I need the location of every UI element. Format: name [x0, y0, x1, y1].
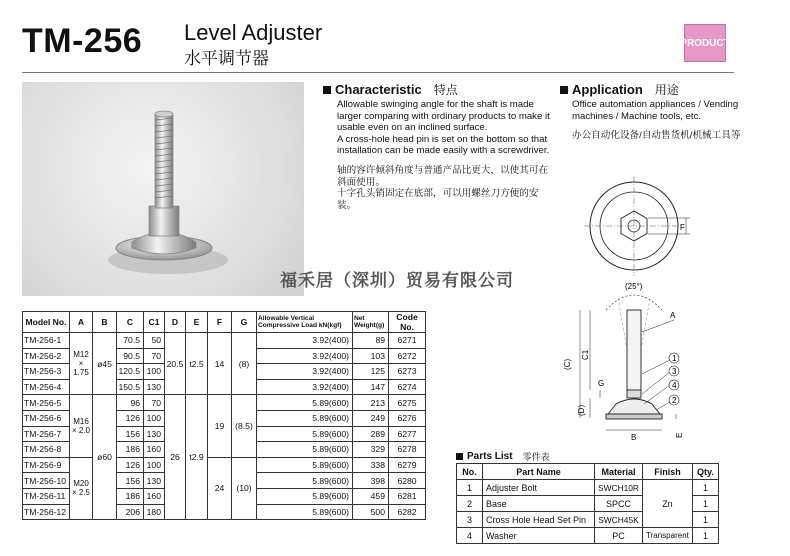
characteristic-text: [337, 99, 552, 211]
application-title-cn: 用途: [654, 83, 679, 97]
table-row: 2 Base SPCC 1: [457, 496, 719, 512]
watermark-text: 福禾居（深圳）贸易有限公司: [280, 271, 514, 291]
technical-drawing: [556, 168, 736, 453]
characteristic-en-2: A cross-hole head pin is set on the bottom so that installation can be made easily with a screwdriver.: [337, 133, 550, 157]
dimension-drawing: [556, 168, 736, 448]
product-title-en: Level Adjuster: [184, 20, 323, 45]
square-bullet-icon: [456, 453, 463, 460]
parts-list-title: Parts List: [467, 451, 513, 462]
table-row: TM-256-4 150.5 130 3.92(400) 147 6274: [23, 379, 426, 395]
characteristic-en-1: Allowable swinging angle for the shaft is made larger comparing with ordinary products to make it usable even on an inclined surface.: [337, 99, 550, 134]
level-adjuster-image: [22, 82, 304, 296]
application-text: [572, 99, 742, 142]
drawing-callout-3: 3: [672, 367, 677, 376]
application-cn: 办公自动化设备/自动售货机/机械工具等: [572, 130, 741, 142]
application-title: Application: [572, 82, 643, 97]
table-row: 4 Washer PC Transparent 1: [457, 528, 719, 544]
drawing-label-d: (D): [577, 404, 586, 416]
parts-table-header: No. Part Name Material Finish Qty.: [457, 464, 719, 480]
table-row: TM-256-11 186 160 5.89(600) 459 6281: [23, 488, 426, 504]
table-row: TM-256-3 120.5 100 3.92(400) 125 6273: [23, 364, 426, 380]
drawing-callout-4: 4: [672, 381, 677, 390]
table-row: TM-256-6 126 100 5.89(600) 249 6276: [23, 410, 426, 426]
table-row: 1 Adjuster Bolt SWCH10R Zn 1: [457, 480, 719, 496]
drawing-angle: (25°): [625, 282, 643, 291]
table-row: TM-256-8 186 160 5.89(600) 329 6278: [23, 442, 426, 458]
parts-list-heading: [456, 450, 550, 463]
product-title-cn: 水平调节器: [184, 49, 269, 68]
product-photo: [22, 82, 304, 296]
drawing-callout-2: 2: [672, 396, 677, 405]
application-heading: [560, 81, 679, 98]
spec-table: [22, 311, 426, 520]
drawing-callout-1: 1: [672, 354, 677, 363]
characteristic-cn-2: 十字孔头销固定在底部，可以用螺丝刀方便的安装。: [337, 188, 539, 211]
drawing-label-b: B: [631, 433, 637, 442]
drawing-label-e: E: [675, 432, 684, 438]
square-bullet-icon: [323, 86, 331, 94]
characteristic-title: Characteristic: [335, 82, 422, 97]
parts-list-title-cn: 零件表: [522, 452, 550, 462]
model-title: TM-256: [22, 22, 143, 60]
table-row: TM-256-5 M16 × 2.0 ø60 96 70 26 t2.9 19 (8.5) 5.89(600) 213 6275: [23, 395, 426, 411]
table-row: TM-256-12 206 180 5.89(600) 500 6282: [23, 504, 426, 520]
application-en: Office automation appliances / Vending machines / Machine tools, etc.: [572, 99, 739, 122]
characteristic-cn-1: 轴的容许倾斜角度与普通产品比更大，以使其可在斜面使用。: [337, 164, 549, 188]
header-divider: [22, 72, 734, 73]
drawing-label-g: G: [598, 379, 605, 388]
table-row: TM-256-9 M20 × 2.5 126 100 24 (10) 5.89(600) 338 6279: [23, 457, 426, 473]
square-bullet-icon: [560, 86, 568, 94]
drawing-label-c: (C): [563, 358, 572, 370]
characteristic-heading: [323, 81, 458, 98]
table-row: TM-256-10 156 130 5.89(600) 398 6280: [23, 473, 426, 489]
drawing-label-a: A: [670, 311, 676, 320]
parts-table: [456, 463, 719, 544]
drawing-label-f: F: [680, 223, 685, 232]
product-badge: PRODUCT: [684, 24, 726, 62]
spec-table-header: Model No. A B C C1 D E F G Allowable Vertical Compressive Load kN(kgf) Net Weight(g) Code No.: [23, 312, 426, 333]
table-row: TM-256-7 156 130 5.89(600) 289 6277: [23, 426, 426, 442]
table-row: TM-256-1 M12 × 1.75 ø45 70.5 50 20.5 t2.5 14 (8) 3.92(400) 89 6271: [23, 333, 426, 349]
characteristic-title-cn: 特点: [433, 83, 458, 97]
table-row: TM-256-2 90.5 70 3.92(400) 103 6272: [23, 348, 426, 364]
table-row: 3 Cross Hole Head Set Pin SWCH45K 1: [457, 512, 719, 528]
drawing-label-c1: C1: [581, 349, 590, 360]
